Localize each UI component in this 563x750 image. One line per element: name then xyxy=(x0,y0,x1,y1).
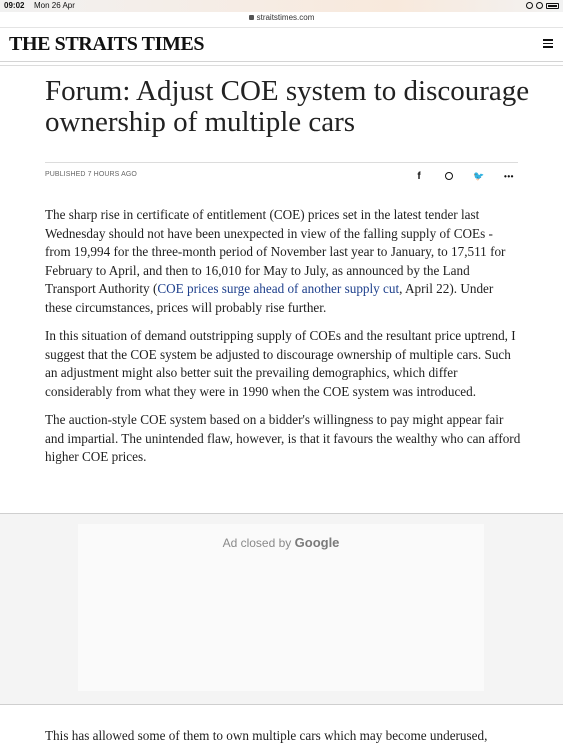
battery-icon xyxy=(546,3,559,9)
site-header xyxy=(0,27,563,62)
header-divider xyxy=(0,65,563,66)
menu-icon[interactable] xyxy=(543,39,553,48)
status-time: 09:02 xyxy=(4,1,25,10)
twitter-icon[interactable]: 🐦 xyxy=(473,170,485,181)
status-date: Mon 26 Apr xyxy=(34,1,75,10)
article-body-continued xyxy=(45,727,521,746)
more-icon[interactable]: ••• xyxy=(504,171,514,181)
article-paragraph-3: The auction-style COE system based on a bidder's willingness to pay might appear fair and impartial. The unintended flaw, however, is that it favours the wealthy who can afford higher COE prices. xyxy=(45,412,521,464)
closed-ad-box xyxy=(78,524,484,691)
orientation-lock-icon xyxy=(526,2,533,9)
url-text: straitstimes.com xyxy=(256,13,315,22)
do-not-disturb-icon xyxy=(536,2,543,9)
facebook-icon[interactable]: f xyxy=(417,170,421,182)
article-headline: Forum: Adjust COE system to discourage ownership of multiple cars xyxy=(45,75,530,138)
status-bar xyxy=(0,0,563,12)
related-article-link[interactable]: COE prices surge ahead of another supply cut xyxy=(157,281,400,296)
address-bar[interactable] xyxy=(0,12,563,26)
article-paragraph-4: This has allowed some of them to own multiple cars which may become underused, xyxy=(45,728,488,743)
site-logo[interactable]: THE STRAITS TIMES xyxy=(9,33,205,55)
article-paragraph-2: In this situation of demand outstripping supply of COEs and the resultant price uptrend, I suggest that the COE system be adjusted to discourage ownership of multiple cars. Such an adjustment might also better suit the prevailing demographics, which differ considerably from what they were in 1990 when the COE system was introduced. xyxy=(45,328,516,399)
share-bar xyxy=(404,169,524,183)
ad-slot xyxy=(0,513,563,705)
published-time: PUBLISHED 7 HOURS AGO xyxy=(45,171,137,178)
google-logo: Google xyxy=(294,535,340,550)
status-icons xyxy=(526,2,559,9)
meta-divider xyxy=(45,162,518,163)
article-paragraph-1: The sharp rise in certificate of entitlement (COE) prices set in the latest tender last Wednesday should not have been unexpected in view of the falling supply of COEs - from 19,994 for the three-month period of November last year to January, to 17,511 for February to April, and then to 16,010 for May to July, as announced by the Land Transport Authority (COE prices surge ahead of another supply cut, April 22). Under these circumstances, prices will probably rise further. xyxy=(45,207,506,315)
ad-closed-label: Ad closed by Google xyxy=(222,535,340,550)
whatsapp-icon[interactable] xyxy=(434,169,464,183)
article-body xyxy=(45,206,521,477)
lock-icon xyxy=(249,15,254,20)
